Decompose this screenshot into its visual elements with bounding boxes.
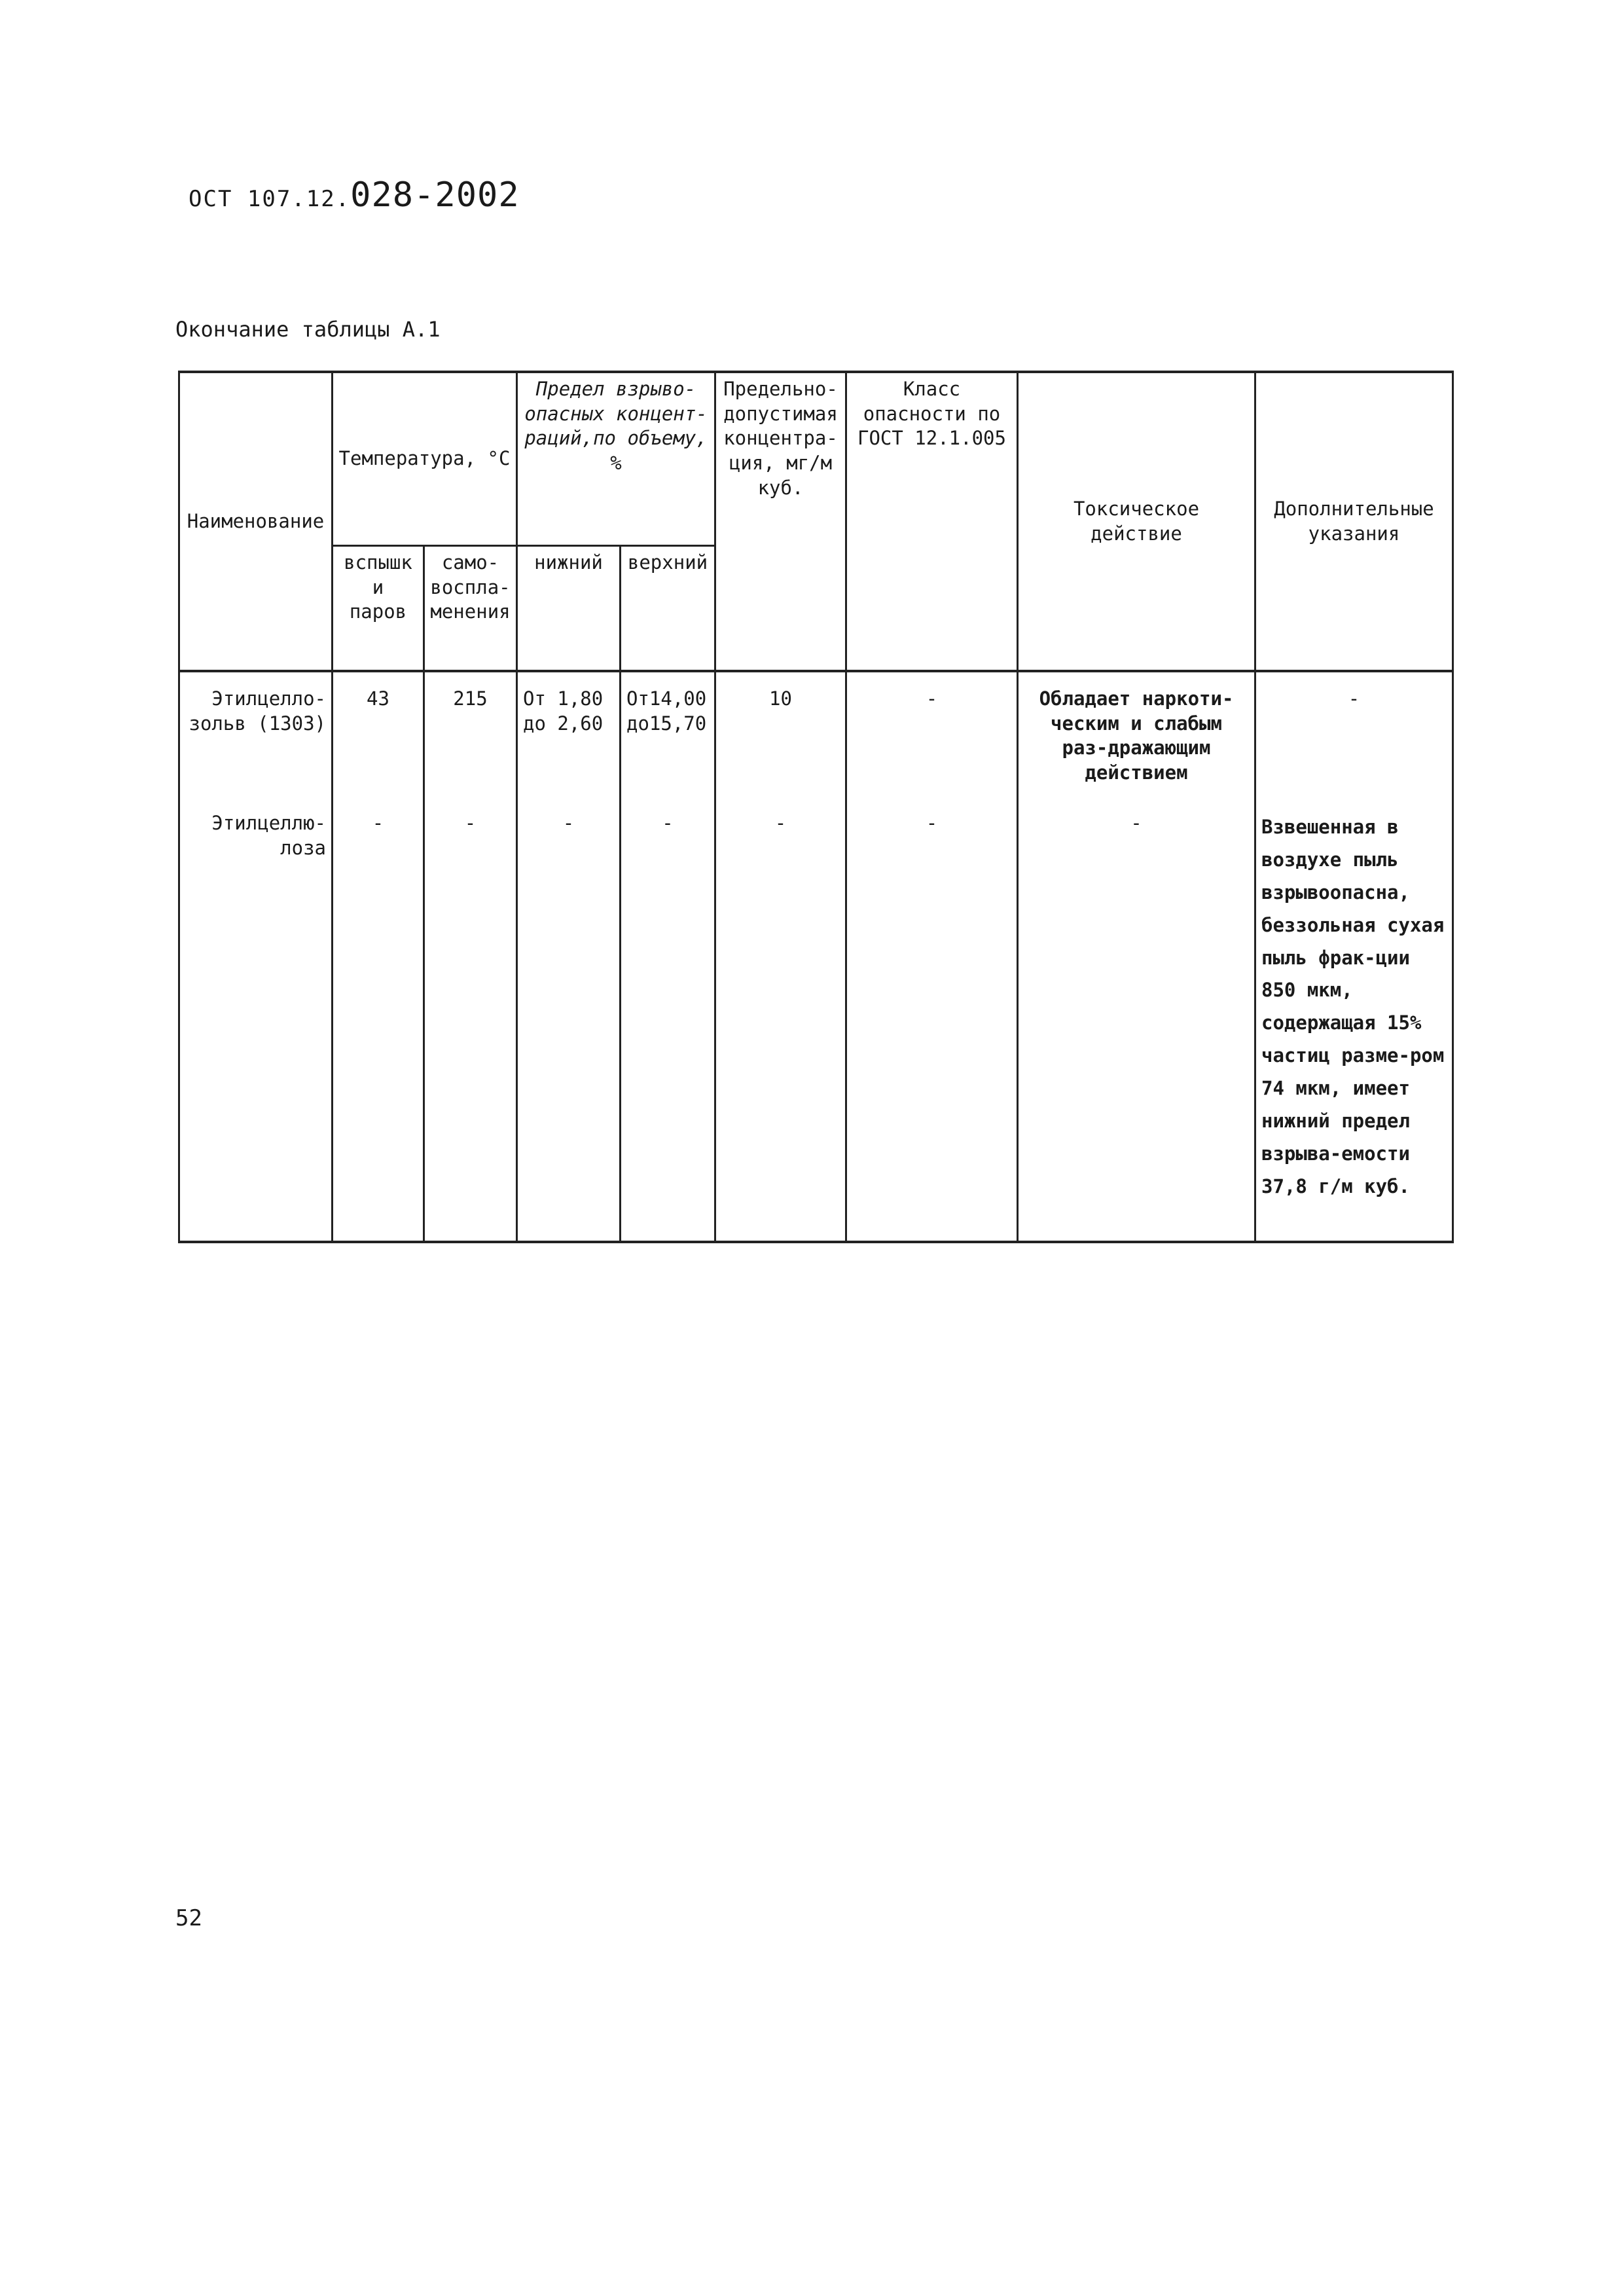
- cell-notes: Взвешенная в воздухе пыль взрывоопасна, беззольная сухая пыль фрак-ции 850 мкм, содержащая 15% частиц разме-ром 74 мкм, имеет нижний предел взрыва-емости 37,8 г/м куб.: [1255, 794, 1453, 1242]
- cell-lower: -: [517, 794, 621, 1242]
- header-notes: Дополнительные указания: [1255, 372, 1453, 671]
- cell-notes: -: [1255, 671, 1453, 794]
- header-toxic-effect: Токсическое действие: [1018, 372, 1255, 671]
- header-name: Наименование: [179, 372, 333, 671]
- cell-name: Этилцеллю-лоза: [179, 794, 333, 1242]
- document-code: [189, 175, 520, 215]
- header-lower: нижний: [517, 546, 621, 672]
- cell-hazard-class: -: [846, 671, 1018, 794]
- header-explosion-limits: Предел взрыво-опасных концент-раций,по объему, %: [517, 372, 715, 546]
- cell-autoignition: 215: [424, 671, 517, 794]
- cell-mac: 10: [715, 671, 846, 794]
- cell-name: Этилцелло-зольв (1303): [179, 671, 333, 794]
- header-upper: верхний: [621, 546, 715, 672]
- table-header-row: [179, 372, 1453, 546]
- cell-toxic-effect: -: [1018, 794, 1255, 1242]
- header-autoignition: само-воспла-менения: [424, 546, 517, 672]
- cell-upper: От14,00 до15,70: [621, 671, 715, 794]
- header-mac: Предельно-допустимая концентра-ция, мг/м куб.: [715, 372, 846, 671]
- cell-autoignition: -: [424, 794, 517, 1242]
- document-code-prefix: ОСТ 107.12.: [189, 186, 351, 212]
- hazard-table: [178, 371, 1454, 1243]
- page-number: 52: [175, 1905, 202, 1931]
- cell-flash: -: [333, 794, 424, 1242]
- cell-toxic-effect: Обладает наркоти-ческим и слабым раз-дражающим действием: [1018, 671, 1255, 794]
- document-code-number: 028-2002: [350, 175, 520, 215]
- header-hazard-class: Класс опасности по ГОСТ 12.1.005: [846, 372, 1018, 671]
- header-temperature: Температура, °С: [333, 372, 517, 546]
- cell-flash: 43: [333, 671, 424, 794]
- cell-upper: -: [621, 794, 715, 1242]
- cell-lower: От 1,80 до 2,60: [517, 671, 621, 794]
- cell-mac: -: [715, 794, 846, 1242]
- table-row: [179, 671, 1453, 794]
- header-flash: вспышки паров: [333, 546, 424, 672]
- table-caption: Окончание таблицы А.1: [175, 317, 441, 342]
- cell-hazard-class: -: [846, 794, 1018, 1242]
- table-row: [179, 794, 1453, 1242]
